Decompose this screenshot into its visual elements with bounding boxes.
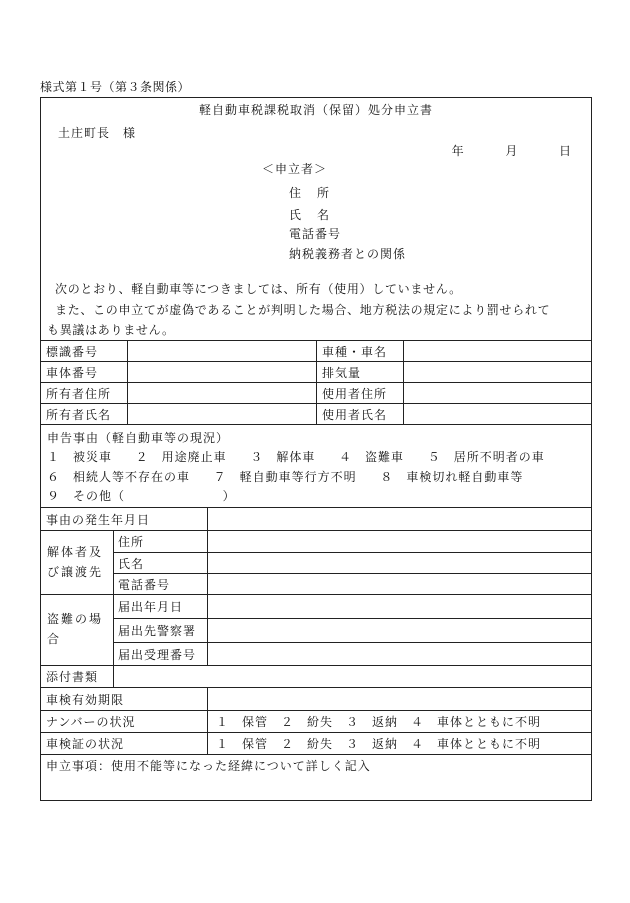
certificate-status-options: １ 保管 ２ 紛失 ３ 返納 ４ 車体とともに不明 (216, 737, 542, 751)
certificate-status-row (41, 732, 591, 754)
attachments-label: 添付書類 (46, 670, 99, 684)
theft-group (41, 594, 591, 665)
date-line (452, 142, 571, 159)
details-label: 申立事項：使用不能等になった経緯について詳しく記入 (46, 759, 371, 773)
plate-status-row (41, 710, 591, 732)
certificate-status-label: 車検証の状況 (46, 737, 125, 751)
reason-heading: 申告事由（軽自動車等の現況） (47, 431, 230, 445)
attachments-row (41, 665, 591, 687)
owner-address-label: 所有者住所 (46, 386, 112, 401)
date-year-label: 年 (451, 144, 464, 158)
user-name-label: 使用者氏名 (322, 407, 388, 422)
reason-option: ４ 盗難車 (339, 450, 405, 464)
dismantler-name-label: 氏名 (118, 556, 145, 571)
date-month-label: 月 (505, 144, 518, 158)
statement-line-1: 次のとおり、軽自動車等につきましては、所有（使用）していません。 (55, 282, 462, 296)
occurrence-date-row (41, 507, 591, 530)
vehicle-row (41, 403, 591, 424)
applicant-address-label: 住所 (289, 186, 346, 200)
date-day-label: 日 (558, 144, 571, 158)
reason-options-line-2 (47, 468, 523, 485)
reason-section (41, 424, 591, 508)
user-address-label: 使用者住所 (322, 386, 388, 401)
vehicle-row (41, 382, 591, 403)
theft-report-date-label: 届出年月日 (118, 600, 184, 614)
reason-option: ８ 車検切れ軽自動車等 (380, 470, 524, 484)
statement-line-3: も異議はありません。 (47, 323, 175, 337)
occurrence-date-label: 事由の発生年月日 (46, 512, 151, 527)
dismantler-group (41, 530, 591, 594)
application-form (40, 97, 592, 801)
reason-option: ３ 解体車 (250, 450, 316, 464)
dismantler-phone-label: 電話番号 (118, 578, 171, 592)
form-number: 様式第１号（第３条関係） (40, 80, 191, 94)
reason-option: １ 被災車 (47, 450, 113, 464)
statement-line-2: また、この申立てが虚偽であることが判明した場合、地方税法の規定により罰せられて (55, 303, 551, 317)
reason-options-line-1 (47, 448, 545, 465)
dismantler-address-label: 住所 (118, 535, 145, 549)
reason-options-line-3 (47, 487, 236, 504)
reason-option-other-close: ） (222, 489, 236, 503)
reason-option: ２ 用途廃止車 (135, 450, 227, 464)
plate-status-label: ナンバーの状況 (46, 715, 136, 729)
applicant-relation-label: 納税義務者との関係 (289, 247, 407, 261)
vehicle-type-label: 車種・車名 (322, 344, 388, 359)
reason-option: ７ 軽自動車等行方不明 (213, 470, 357, 484)
reason-option: ５ 居所不明者の車 (427, 450, 545, 464)
reason-option: ６ 相続人等不存在の車 (47, 470, 191, 484)
vehicle-row (41, 361, 591, 382)
displacement-label: 排気量 (322, 365, 362, 380)
form-header (41, 98, 591, 340)
chassis-number-label: 車体番号 (46, 365, 99, 380)
inspection-expiry-row (41, 687, 591, 710)
details-row (41, 754, 591, 800)
theft-report-number-label: 届出受理番号 (118, 648, 197, 662)
reason-option-other: ９ その他（ (47, 489, 126, 503)
document-title: 軽自動車税課税取消（保留）処分申立書 (198, 103, 433, 117)
applicant-phone-label: 電話番号 (289, 227, 342, 241)
plate-status-options: １ 保管 ２ 紛失 ３ 返納 ４ 車体とともに不明 (216, 715, 542, 729)
vehicle-row (41, 340, 591, 361)
theft-label: 盗難の場 合 (47, 612, 104, 646)
applicant-name-label: 氏名 (289, 208, 346, 222)
inspection-expiry-label: 車検有効期限 (46, 692, 125, 707)
plate-number-label: 標識番号 (46, 344, 99, 359)
theft-police-station-label: 届出先警察署 (118, 624, 197, 638)
dismantler-label: 解体者及 び譲渡先 (47, 545, 104, 579)
owner-name-label: 所有者氏名 (46, 407, 112, 422)
addressee: 土庄町長 様 (58, 126, 137, 140)
applicant-heading: ＜申立者＞ (262, 162, 328, 176)
